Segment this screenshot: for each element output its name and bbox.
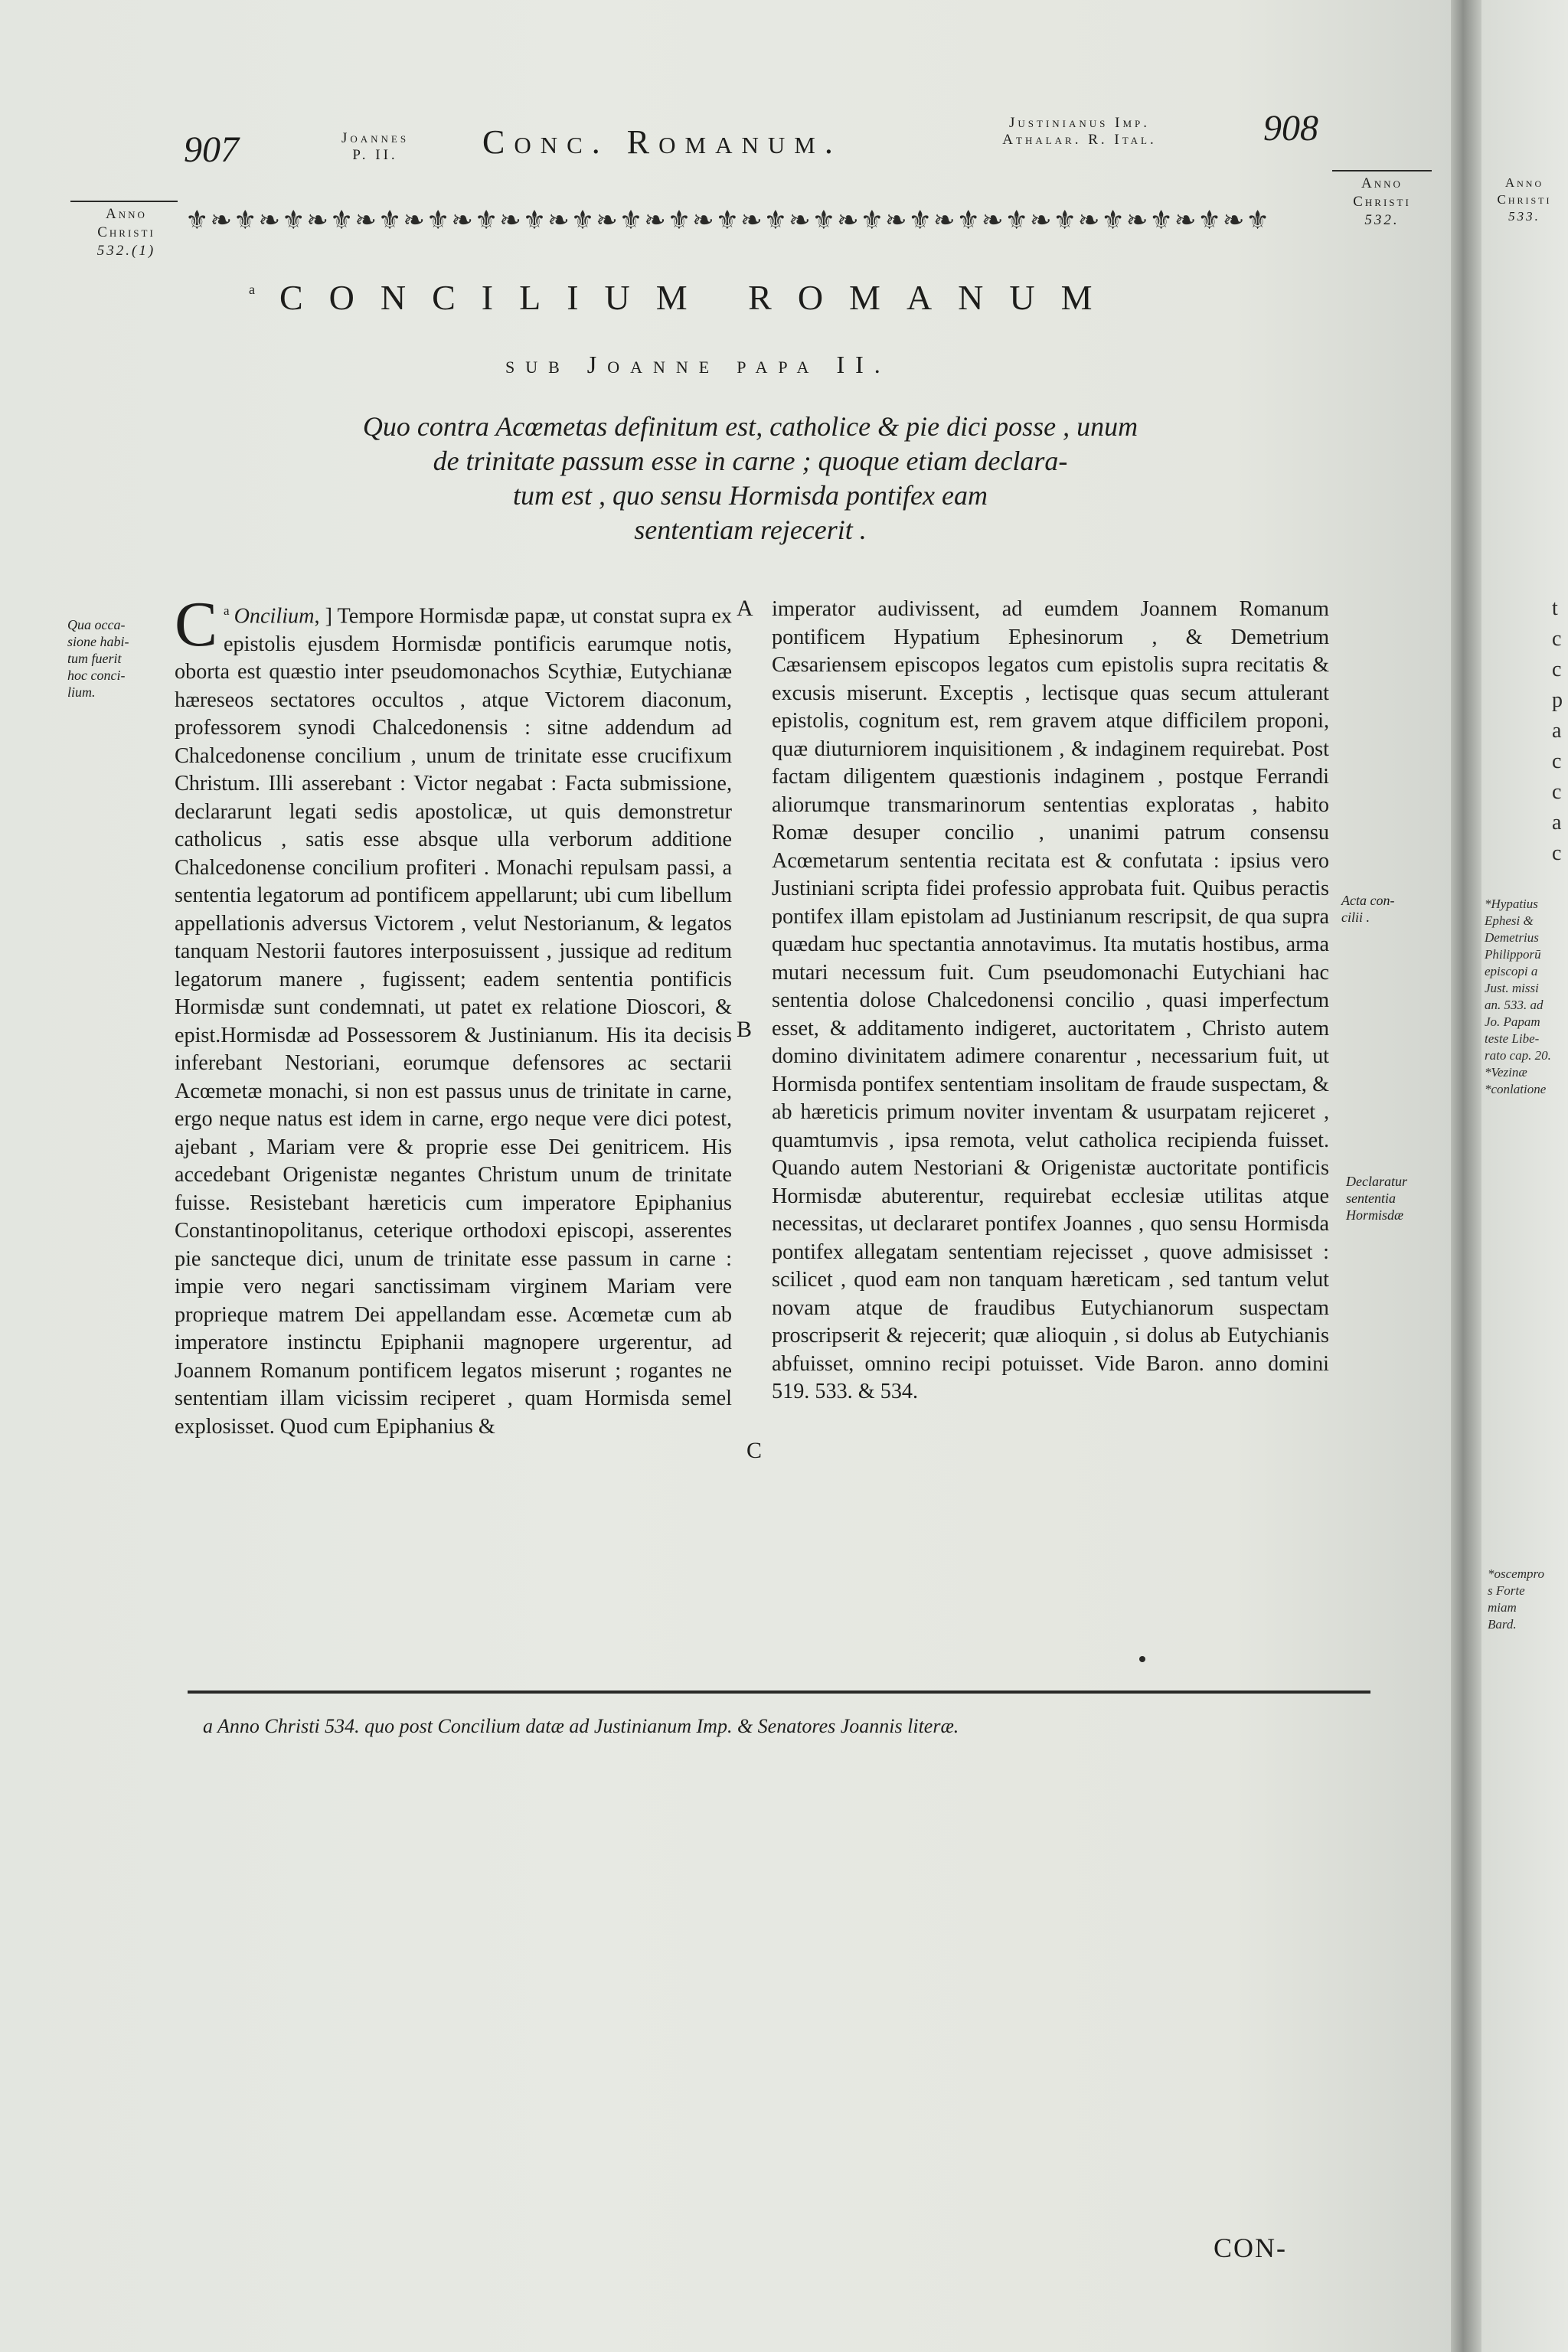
left-column-paragraph xyxy=(175,589,732,1441)
margin-note-acta xyxy=(1341,892,1433,926)
next-note-line: rato cap. 20. xyxy=(1485,1048,1551,1063)
drop-cap: C xyxy=(175,589,218,660)
anno-right-line-3: 532. xyxy=(1364,212,1400,228)
anno-left-rule xyxy=(70,201,178,202)
anno-left-line-2: Christi xyxy=(97,224,155,240)
anno-right-line-1: Anno xyxy=(1361,175,1403,191)
summary-line-3: tum est , quo sensu Hormisda pontifex eam xyxy=(513,480,988,511)
footnote-marker-a: a xyxy=(224,603,230,618)
next-note-line: *conlatione xyxy=(1485,1082,1547,1096)
next-note-line: Philipporū xyxy=(1485,947,1541,962)
next-page-edge-letters xyxy=(1552,593,1567,869)
anno-left-line-1: Anno xyxy=(106,206,147,222)
next-note-line: Ephesi & xyxy=(1485,913,1534,928)
next-note-line: teste Libe- xyxy=(1485,1031,1540,1046)
section-letter-a: A xyxy=(737,596,753,621)
section-letter-c: C xyxy=(746,1438,763,1463)
summary-line-1: Quo contra Acœmetas definitum est, catholice & pie dici posse , unum xyxy=(362,411,1138,442)
next-anno-line: Anno xyxy=(1504,175,1544,190)
edge-letter: c xyxy=(1552,750,1562,773)
next-note-line: s Forte xyxy=(1488,1583,1525,1598)
next-note-line: Demetrius xyxy=(1485,930,1539,945)
margin-note-line: tum fuerit xyxy=(67,651,122,666)
margin-note-line: cilii . xyxy=(1341,910,1370,925)
emperor-header xyxy=(965,115,1194,149)
edge-letter: c xyxy=(1552,627,1562,651)
page-number-right: 908 xyxy=(1263,108,1318,149)
next-note-line: *Vezinæ xyxy=(1485,1065,1527,1080)
left-column-text: , ] Tempore Hormisdæ papæ, ut constat supra ex epistolis ejusdem Hormisdæ pontificis earumque notis, oborta est quæstio inter pseudomonachos Scythiæ, Eutychianæ hæreseos sectatores occultos , atque Victorem diaconum, professorem synodi Chalcedonensis : sitne addendum ad Chalcedonense concilium , unum de trinitate esse crucifixum Christum. Illi asserebant : Victor negabat : Facta submissione, declararunt legati sedis apostolicæ, ut quis demonstretur catholicus , satis esse absque ulla verborum additione Chalcedonense concilium profiteri . Monachi repulsam passi, a sententia legatorum ad pontificem appellarunt; ubi cum libellum appellationis adversus Victorem , velut Nestorianum, & legatos tanquam Nestorii fautores interposuissent , jussique ad reditum legatorum manere , fugissent; eadem sententia pontificis Hormisdæ sunt condemnati, ut patet ex relatione Dioscori, & epist.Hormisdæ ad Possessorem & Justinianum. His ita decisis inferebant Nestoriani, eorumque defensores ac sectarii Acœmetæ monachi, si non est passus unus de trinitate in carne, ergo neque natus est idem in carne, ergo neque vere dici potest, ajebant , Mariam vere & proprie esse Dei genitricem. His accedebant Origenistæ negantes Christum unum de trinitate fuisse. Resistebant hæreticis cum imperatore Epiphanius Constantinopolitanus, ceterique orthodoxi episcopi, asserentes pie sancteque dici, unum de trinitate esse passum in carne : impie vero negari sanctissimam virginem Mariam vere proprieque matrem Dei appellandam esse. Acœmetæ cum ab imperatore instinctu Epiphanii magnopere urgerentur, ad Joannem Romanum pontificem legatos miserunt ; rogantes ne sententiam illam vicissim reciperet , quam Hormisda semel explosisset. Quod cum Epiphanius & xyxy=(175,604,732,1439)
edge-letter: p xyxy=(1552,688,1563,712)
margin-note-line: lium. xyxy=(67,684,96,700)
left-column xyxy=(175,589,732,1654)
edge-letter: a xyxy=(1552,719,1562,743)
catchword: CON- xyxy=(1214,2233,1287,2263)
edge-letter: t xyxy=(1552,596,1558,620)
end-dot xyxy=(1139,1656,1145,1662)
book-gutter xyxy=(1451,0,1481,2352)
ornamental-band: ⚜❧⚜❧⚜❧⚜❧⚜❧⚜❧⚜❧⚜❧⚜❧⚜❧⚜❧⚜❧⚜❧⚜❧⚜❧⚜❧⚜❧⚜❧⚜❧⚜❧⚜❧⚜❧⚜ xyxy=(185,205,1271,236)
next-note-line: Just. missi xyxy=(1485,981,1539,995)
pope-line-1: Joannes xyxy=(341,130,410,146)
next-anno-line: Christi xyxy=(1497,192,1552,207)
margin-note-line: sententia xyxy=(1346,1191,1396,1206)
running-title: Conc. Romanum. xyxy=(482,123,842,161)
lead-word: Oncilium xyxy=(234,604,315,629)
margin-note-line: hoc conci- xyxy=(67,668,126,683)
margin-note-line: Qua occa- xyxy=(67,617,126,632)
next-note-line: an. 533. ad xyxy=(1485,998,1544,1012)
next-anno xyxy=(1486,175,1563,225)
pope-header xyxy=(322,130,429,164)
footnote-text: a Anno Christi 534. quo post Concilium datæ ad Justinianum Imp. & Senatores Joannis literæ. xyxy=(203,1715,959,1737)
edge-letter: c xyxy=(1552,841,1562,865)
title-footnote-marker: a xyxy=(249,282,255,297)
anno-left-line-3: 532.(1) xyxy=(96,243,156,259)
margin-note-line: Hormisdæ xyxy=(1346,1207,1404,1223)
summary-line-4: sententiam rejecerit . xyxy=(634,514,867,545)
section-letter-b: B xyxy=(737,1017,753,1042)
anno-christi-right xyxy=(1336,175,1428,230)
anno-right-line-2: Christi xyxy=(1353,194,1411,210)
adjacent-page-edge xyxy=(1481,0,1568,2352)
next-note-line: miam xyxy=(1488,1600,1517,1615)
anno-right-rule xyxy=(1332,170,1432,172)
right-column-paragraph: imperator audivissent, ad eumdem Joannem Romanum pontificem Hypatium Ephesinorum , & Demetrium Cæsariensem episcopos legatos cum epistolis supra recitatis & excusis miserunt. Exceptis , lectisque quas secum attulerant epistolis, cognitum est, rem gravem atque difficilem proponi, quæ diuturniorem inquisitionem , & indaginem requirebat. Post factam diligentem quæstionis indaginem , postque Ferrandi aliorumque transmarinorum sententias exploratas , habito Romæ desuper concilio , unanimi patrum consensu Acœmetarum sententia recitata est & confutata : ipsius vero Justiniani scripta fidei professio approbata fuit. Quibus peractis pontifex illam epistolam ad Justinianum rescripsit, de qua supra quædam huc spectantia annotavimus. Ita mutatis hostibus, arma mutari necessum fuit. Cum pseudomonachi Eutychiani hac sententia dolose Chalcedonensi concilio , quasi imperfectum esset, & additamento indigeret, auctoritatem , Christo autem domino divinitatem adimere conarentur , necessarium fuit, ut Hormisda pontifex sententiam insolitam de fraude suspectam, & ab hæreticis primum noviter inventam & usurpatam rejiceret , quamtumvis , ipsa remota, velut catholica recipienda fuisset. Quando autem Nestoriani & Origenistæ auctoritate pontificis Hormisdæ abuterentur, requirebat ecclesiæ utilitas atque necessitas, ut declararet pontifex Joannes , quo sensu Hormisda pontifex allegatam sententiam rejecisset , quove admisisset : scilicet , quod eam non tanquam hæreticam , sed tantum velut novam atque de fraudibus Eutychianorum suspectam proscripserit & rejecerit; quæ alioquin , si dolus ab Eutychianis abfuisset, omnino recipi potuisset. Vide Baron. anno domini 519. 533. & 534. xyxy=(772,597,1329,1403)
pope-line-2: P. II. xyxy=(352,147,398,163)
next-note-line: Bard. xyxy=(1488,1617,1517,1632)
next-note-line: episcopi a xyxy=(1485,964,1538,978)
edge-letter: a xyxy=(1552,811,1562,835)
right-column xyxy=(772,596,1329,1637)
margin-note-line: Declaratur xyxy=(1346,1174,1407,1189)
page-number-left: 907 xyxy=(184,129,239,170)
margin-note-occasion xyxy=(67,616,159,701)
margin-note-line: Acta con- xyxy=(1341,893,1395,908)
next-note-line: *Hypatius xyxy=(1485,897,1538,911)
summary-line-2: de trinitate passum esse in carne ; quoque etiam declara- xyxy=(433,446,1068,476)
chapter-summary xyxy=(253,410,1248,547)
margin-note-line: sione habi- xyxy=(67,634,129,649)
next-anno-line: 533. xyxy=(1508,209,1540,224)
next-margin-note-2 xyxy=(1488,1566,1567,1633)
concilium-title: CONCILIUM ROMANUM xyxy=(279,278,1119,317)
next-margin-note-1 xyxy=(1485,896,1568,1098)
margin-note-declaratur xyxy=(1346,1173,1438,1223)
concilium-subtitle: sub Joanne papa II. xyxy=(505,351,891,378)
next-note-line: Jo. Papam xyxy=(1485,1014,1540,1029)
emperor-line-1: Justinianus Imp. xyxy=(1008,115,1150,131)
anno-christi-left xyxy=(77,205,176,260)
emperor-line-2: Athalar. R. Ital. xyxy=(1002,132,1157,148)
next-note-line: *oscempro xyxy=(1488,1566,1544,1581)
footnote-rule xyxy=(188,1690,1370,1694)
edge-letter: c xyxy=(1552,658,1562,681)
edge-letter: c xyxy=(1552,780,1562,804)
